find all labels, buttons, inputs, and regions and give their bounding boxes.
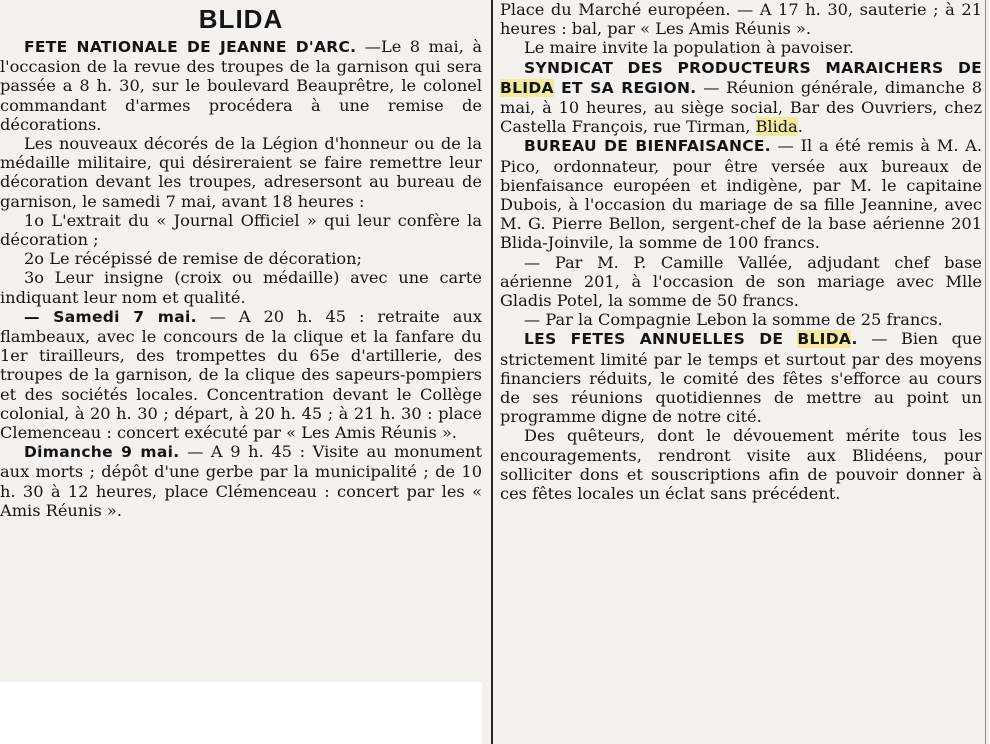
section-heading: LES FETES ANNUELLES DE BLIDA.	[524, 330, 858, 349]
column-divider	[491, 0, 493, 744]
paragraph-lebon: — Par la Compagnie Lebon la somme de 25 francs.	[524, 310, 943, 330]
paragraph-jeanne-darc: FETE NATIONALE DE JEANNE D'ARC. —Le 8 mai, à l'occasion de la revue des troupes de la garnison qui sera passée a 8 h. 30, sur le boulevard Beauprêtre, le colonel commandant d'armes procédera à une remise de décorations.	[0, 37, 482, 134]
paragraph-fetes: LES FETES ANNUELLES DE BLIDA. — Bien que strictement limité par le temps et surtout par des moyens financiers réduits, le comité des fêtes s'efforce au cours de ses réunions quotidiennes de mettre au point un programme digne de notre cité.	[500, 329, 982, 427]
highlight: BLIDA	[797, 330, 852, 349]
right-column	[500, 0, 982, 744]
paragraph-queteurs: Des quêteurs, dont le dévouement mérite tous les encouragements, rendront visite aux Blidéens, pour solliciter dons et souscriptions afin de pouvoir donner à ces fêtes locales un éclat sans précédent.	[500, 426, 982, 504]
section-heading: BUREAU DE BIENFAISANCE.	[524, 137, 771, 156]
right-border	[985, 0, 986, 744]
paragraph-vallee: — Par M. P. Camille Vallée, adjudant chef base aérienne 201, à l'occasion de son mariage avec Mlle Gladis Potel, la somme de 50 francs.	[500, 252, 982, 311]
article-title: BLIDA	[198, 4, 284, 34]
page-crop-blank	[0, 682, 482, 744]
paragraph-syndicat: SYNDICAT DES PRODUCTEURS MARAICHERS DE BLIDA ET SA REGION. — Réunion générale, dimanche 8 mai, à 10 heures, au siège social, Bar des Ouvriers, chez Castella François, rue Tirman, Blida.	[500, 58, 982, 137]
day-heading: — Samedi 7 mai.	[24, 307, 197, 326]
list-item: 2o Le récépissé de remise de décoration;	[24, 249, 363, 269]
paragraph-samedi: — Samedi 7 mai. — A 20 h. 45 : retraite aux flambeaux, avec le concours de la clique et la fanfare du 1er tirailleurs, des trompettes du 65e d'artillerie, des troupes de la garnison, de la clique des sapeurs-pompiers et des sociétés locales. Concentration devant le Collège colonial, à 20 h. 30 ; départ, à 20 h. 45 ; à 21 h. 30 : place Clemenceau : concert exécuté par « Les Amis Réunis ».	[0, 306, 482, 443]
day-heading: Dimanche 9 mai.	[24, 443, 180, 462]
highlight: Blida	[755, 117, 798, 137]
section-heading: FETE NATIONALE DE JEANNE D'ARC.	[24, 38, 357, 56]
paragraph-dimanche: Dimanche 9 mai. — A 9 h. 45 : Visite au monument aux morts ; dépôt d'une gerbe par la municipalité ; de 10 h. 30 à 12 heures, place Clémenceau : concert par les « Amis Réunis ».	[0, 442, 482, 520]
section-heading: SYNDICAT DES PRODUCTEURS MARAICHERS DE BLIDA ET SA REGION.	[500, 58, 982, 97]
paragraph-bienfaisance: BUREAU DE BIENFAISANCE. — Il a été remis à M. A. Pico, ordonnateur, pour être versée aux bureaux de bienfaisance européen et indigène, par M. le capitaine Dubois, à l'occasion du mariage de sa fille Jeannine, avec M. G. Pierre Bellon, sergent-chef de la base aérienne 201 Blida-Joinvile, la somme de 100 francs.	[500, 136, 982, 253]
highlight: BLIDA	[500, 78, 554, 97]
list-item: 1o L'extrait du « Journal Officiel » qui leur confère la décoration ;	[0, 210, 482, 250]
paragraph-maire: Le maire invite la population à pavoiser.	[524, 38, 854, 58]
list-item: 3o Leur insigne (croix ou médaille) avec une carte indiquant leur nom et qualité.	[0, 268, 482, 307]
left-column	[0, 0, 482, 744]
paragraph-marche: Place du Marché européen. — A 17 h. 30, sauterie ; à 21 heures : bal, par « Les Amis Réunis ».	[500, 0, 982, 39]
paragraph-decores: Les nouveaux décorés de la Légion d'honneur ou de la médaille militaire, qui désireraient se faire remettre leur décoration devant les troupes, adresersont au bureau de garnison, le samedi 7 mai, avant 18 heures :	[0, 134, 482, 211]
